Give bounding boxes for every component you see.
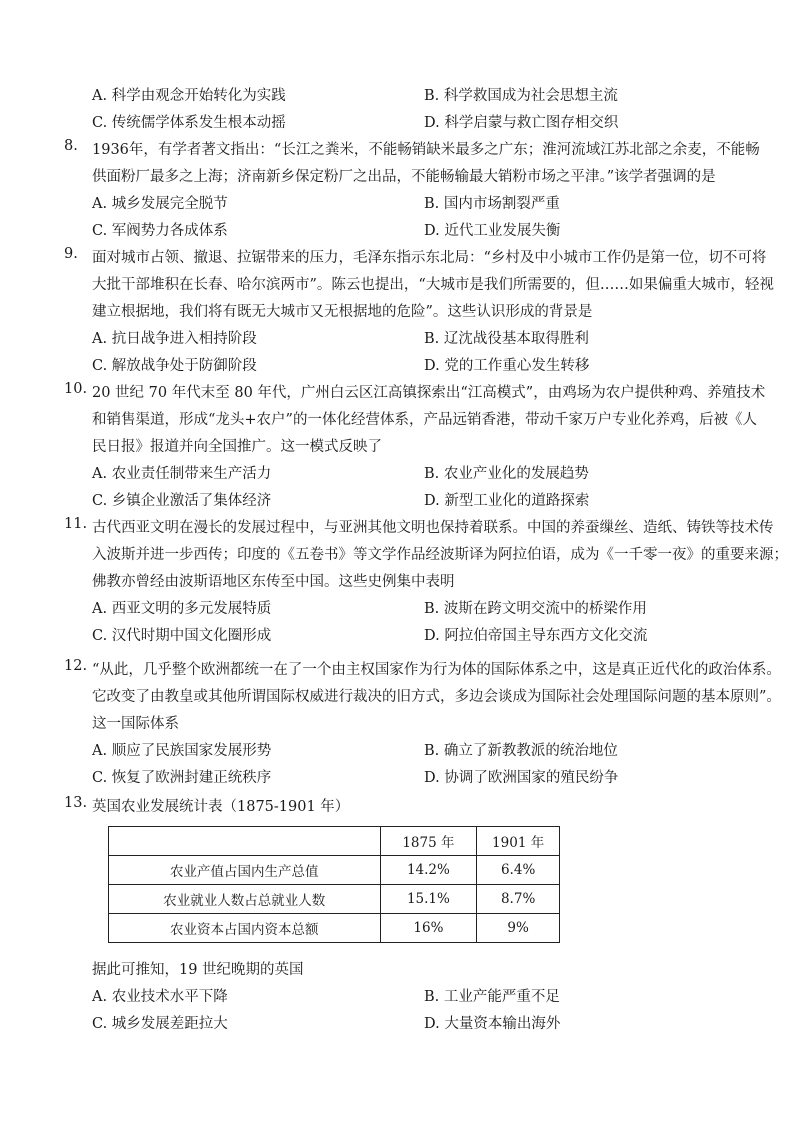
q7-option-a: A. 科学由观念开始转化为实践	[92, 88, 286, 104]
q7-options-row-2	[92, 111, 752, 135]
q8-stem-line-1: 1936年，有学者著文指出：“长江之粪米，不能畅销缺米最多之广东；淮河流域江苏北部之余麦，不能畅	[92, 142, 760, 158]
q9-option-d: D. 党的工作重心发生转移	[424, 358, 590, 374]
q9-stem-line-1: 面对城市占领、撤退、拉锯带来的压力，毛泽东指示东北局：“乡村及中小城市工作仍是第一位，切不可将	[92, 250, 767, 266]
q10-option-c: C. 乡镇企业激活了集体经济	[92, 493, 272, 509]
table-row	[109, 885, 560, 914]
q8-number: 8.	[64, 138, 78, 154]
q11-option-a: A. 西亚文明的多元发展特质	[92, 601, 272, 617]
table-cell: 16%	[380, 914, 477, 943]
q13-options-row-1	[92, 985, 752, 1009]
table-row	[109, 856, 560, 885]
q7-option-b: B. 科学救国成为社会思想主流	[424, 88, 618, 104]
table-cell: 6.4%	[477, 856, 560, 885]
table-cell: 9%	[477, 914, 560, 943]
q9-stem-line-3: 建立根据地，我们将有既无大城市又无根据地的危险”。这些认识形成的背景是	[92, 304, 593, 320]
q10-options-row-2	[92, 489, 752, 513]
table-header-row	[109, 827, 560, 856]
q13-number: 13.	[64, 795, 88, 811]
q12-option-d: D. 协调了欧洲国家的殖民纷争	[424, 770, 619, 786]
q9-options-row-2	[92, 354, 752, 378]
q10-options-row-1	[92, 462, 752, 486]
q9-stem-line-2: 大批干部堆积在长春、哈尔滨两市”。陈云也提出，“大城市是我们所需要的，但……如果偏重大城市，轻视	[92, 277, 774, 293]
table-header-cell: 1901 年	[477, 827, 560, 856]
q11-number: 11.	[64, 516, 88, 532]
q11-option-c: C. 汉代时期中国文化圈形成	[92, 628, 272, 644]
q10-stem-line-2: 和销售渠道，形成“龙头+农户”的一体化经营体系，产品远销香港，带动千家万户专业化养鸡，后被《人	[92, 412, 757, 428]
q13-options-row-2	[92, 1012, 752, 1036]
q8-stem-line-2: 供面粉厂最多之上海；济南新乡保定粉厂之出品，不能畅输最大销粉市场之平津。”该学者强调的是	[92, 169, 716, 185]
q9-option-c: C. 解放战争处于防御阶段	[92, 358, 257, 374]
q8-options-row-2	[92, 219, 752, 243]
q9-options-row-1	[92, 327, 752, 351]
q13-option-b: B. 工业产能严重不足	[424, 989, 560, 1005]
table-cell: 15.1%	[380, 885, 477, 914]
q11-stem-line-2: 入波斯并进一步西传；印度的《五卷书》等文学作品经波斯译为阿拉伯语，成为《一千零一夜》的重要来源；	[92, 547, 788, 563]
q12-stem-line-2: 它改变了由教皇或其他所谓国际权威进行裁决的旧方式，多边会谈成为国际社会处理国际问题的基本原则”。	[92, 689, 781, 705]
q7-option-c: C. 传统儒学体系发生根本动摇	[92, 115, 286, 131]
table-row	[109, 914, 560, 943]
q12-stem-line-1: “从此，几乎整个欧洲都统一在了一个由主权国家作为行为体的国际体系之中，这是真正近代化的政治体系。	[92, 662, 781, 678]
q10-stem-line-1: 20 世纪 70 年代末至 80 年代，广州白云区江高镇探索出“江高模式”，由鸡场为农户提供种鸡、养殖技术	[92, 385, 766, 401]
q8-option-d: D. 近代工业发展失衡	[424, 223, 561, 239]
q12-stem-line-3: 这一国际体系	[92, 716, 179, 732]
table-header-cell: 1875 年	[380, 827, 477, 856]
q11-stem-line-1: 古代西亚文明在漫长的发展过程中，与亚洲其他文明也保持着联系。中国的养蚕缫丝、造纸、铸铁等技术传	[92, 520, 774, 536]
table-cell: 农业就业人数占总就业人数	[109, 885, 381, 914]
statistics-table	[108, 826, 560, 943]
q10-stem-line-3: 民日报》报道并向全国推广。这一模式反映了	[92, 439, 382, 455]
q11-option-d: D. 阿拉伯帝国主导东西方文化交流	[424, 628, 648, 644]
table-cell: 农业产值占国内生产总值	[109, 856, 381, 885]
q13-option-c: C. 城乡发展差距拉大	[92, 1016, 228, 1032]
q13-option-d: D. 大量资本输出海外	[424, 1016, 561, 1032]
q8-option-a: A. 城乡发展完全脱节	[92, 196, 228, 212]
q9-option-b: B. 辽沈战役基本取得胜利	[424, 331, 589, 347]
q9-option-a: A. 抗日战争进入相持阶段	[92, 331, 257, 347]
q12-options-row-2	[92, 766, 752, 790]
q12-option-a: A. 顺应了民族国家发展形势	[92, 743, 272, 759]
q13-stem: 据此可推知，19 世纪晚期的英国	[92, 962, 304, 978]
q11-options-row-2	[92, 624, 752, 648]
q7-options-row-1	[92, 84, 752, 108]
q12-option-c: C. 恢复了欧洲封建正统秩序	[92, 770, 272, 786]
q12-option-b: B. 确立了新教教派的统治地位	[424, 743, 618, 759]
q13-table-title: 英国农业发展统计表（1875-1901 年）	[92, 799, 350, 815]
table-cell: 农业资本占国内资本总额	[109, 914, 381, 943]
q12-number: 12.	[64, 658, 88, 674]
q11-stem-line-3: 佛教亦曾经由波斯语地区东传至中国。这些史例集中表明	[92, 574, 455, 590]
q11-option-b: B. 波斯在跨文明交流中的桥梁作用	[424, 601, 647, 617]
q7-option-d: D. 科学启蒙与救亡图存相交织	[424, 115, 619, 131]
table-cell: 8.7%	[477, 885, 560, 914]
q10-option-b: B. 农业产业化的发展趋势	[424, 466, 589, 482]
q13-option-a: A. 农业技术水平下降	[92, 989, 228, 1005]
q11-options-row-1	[92, 597, 752, 621]
q12-options-row-1	[92, 739, 752, 763]
q9-number: 9.	[64, 246, 78, 262]
table-header-cell	[109, 827, 381, 856]
q8-option-c: C. 军阀势力各成体系	[92, 223, 228, 239]
q10-option-a: A. 农业责任制带来生产活力	[92, 466, 272, 482]
q8-option-b: B. 国内市场割裂严重	[424, 196, 560, 212]
q10-option-d: D. 新型工业化的道路探索	[424, 493, 590, 509]
q8-options-row-1	[92, 192, 752, 216]
q10-number: 10.	[64, 381, 88, 397]
table-cell: 14.2%	[380, 856, 477, 885]
